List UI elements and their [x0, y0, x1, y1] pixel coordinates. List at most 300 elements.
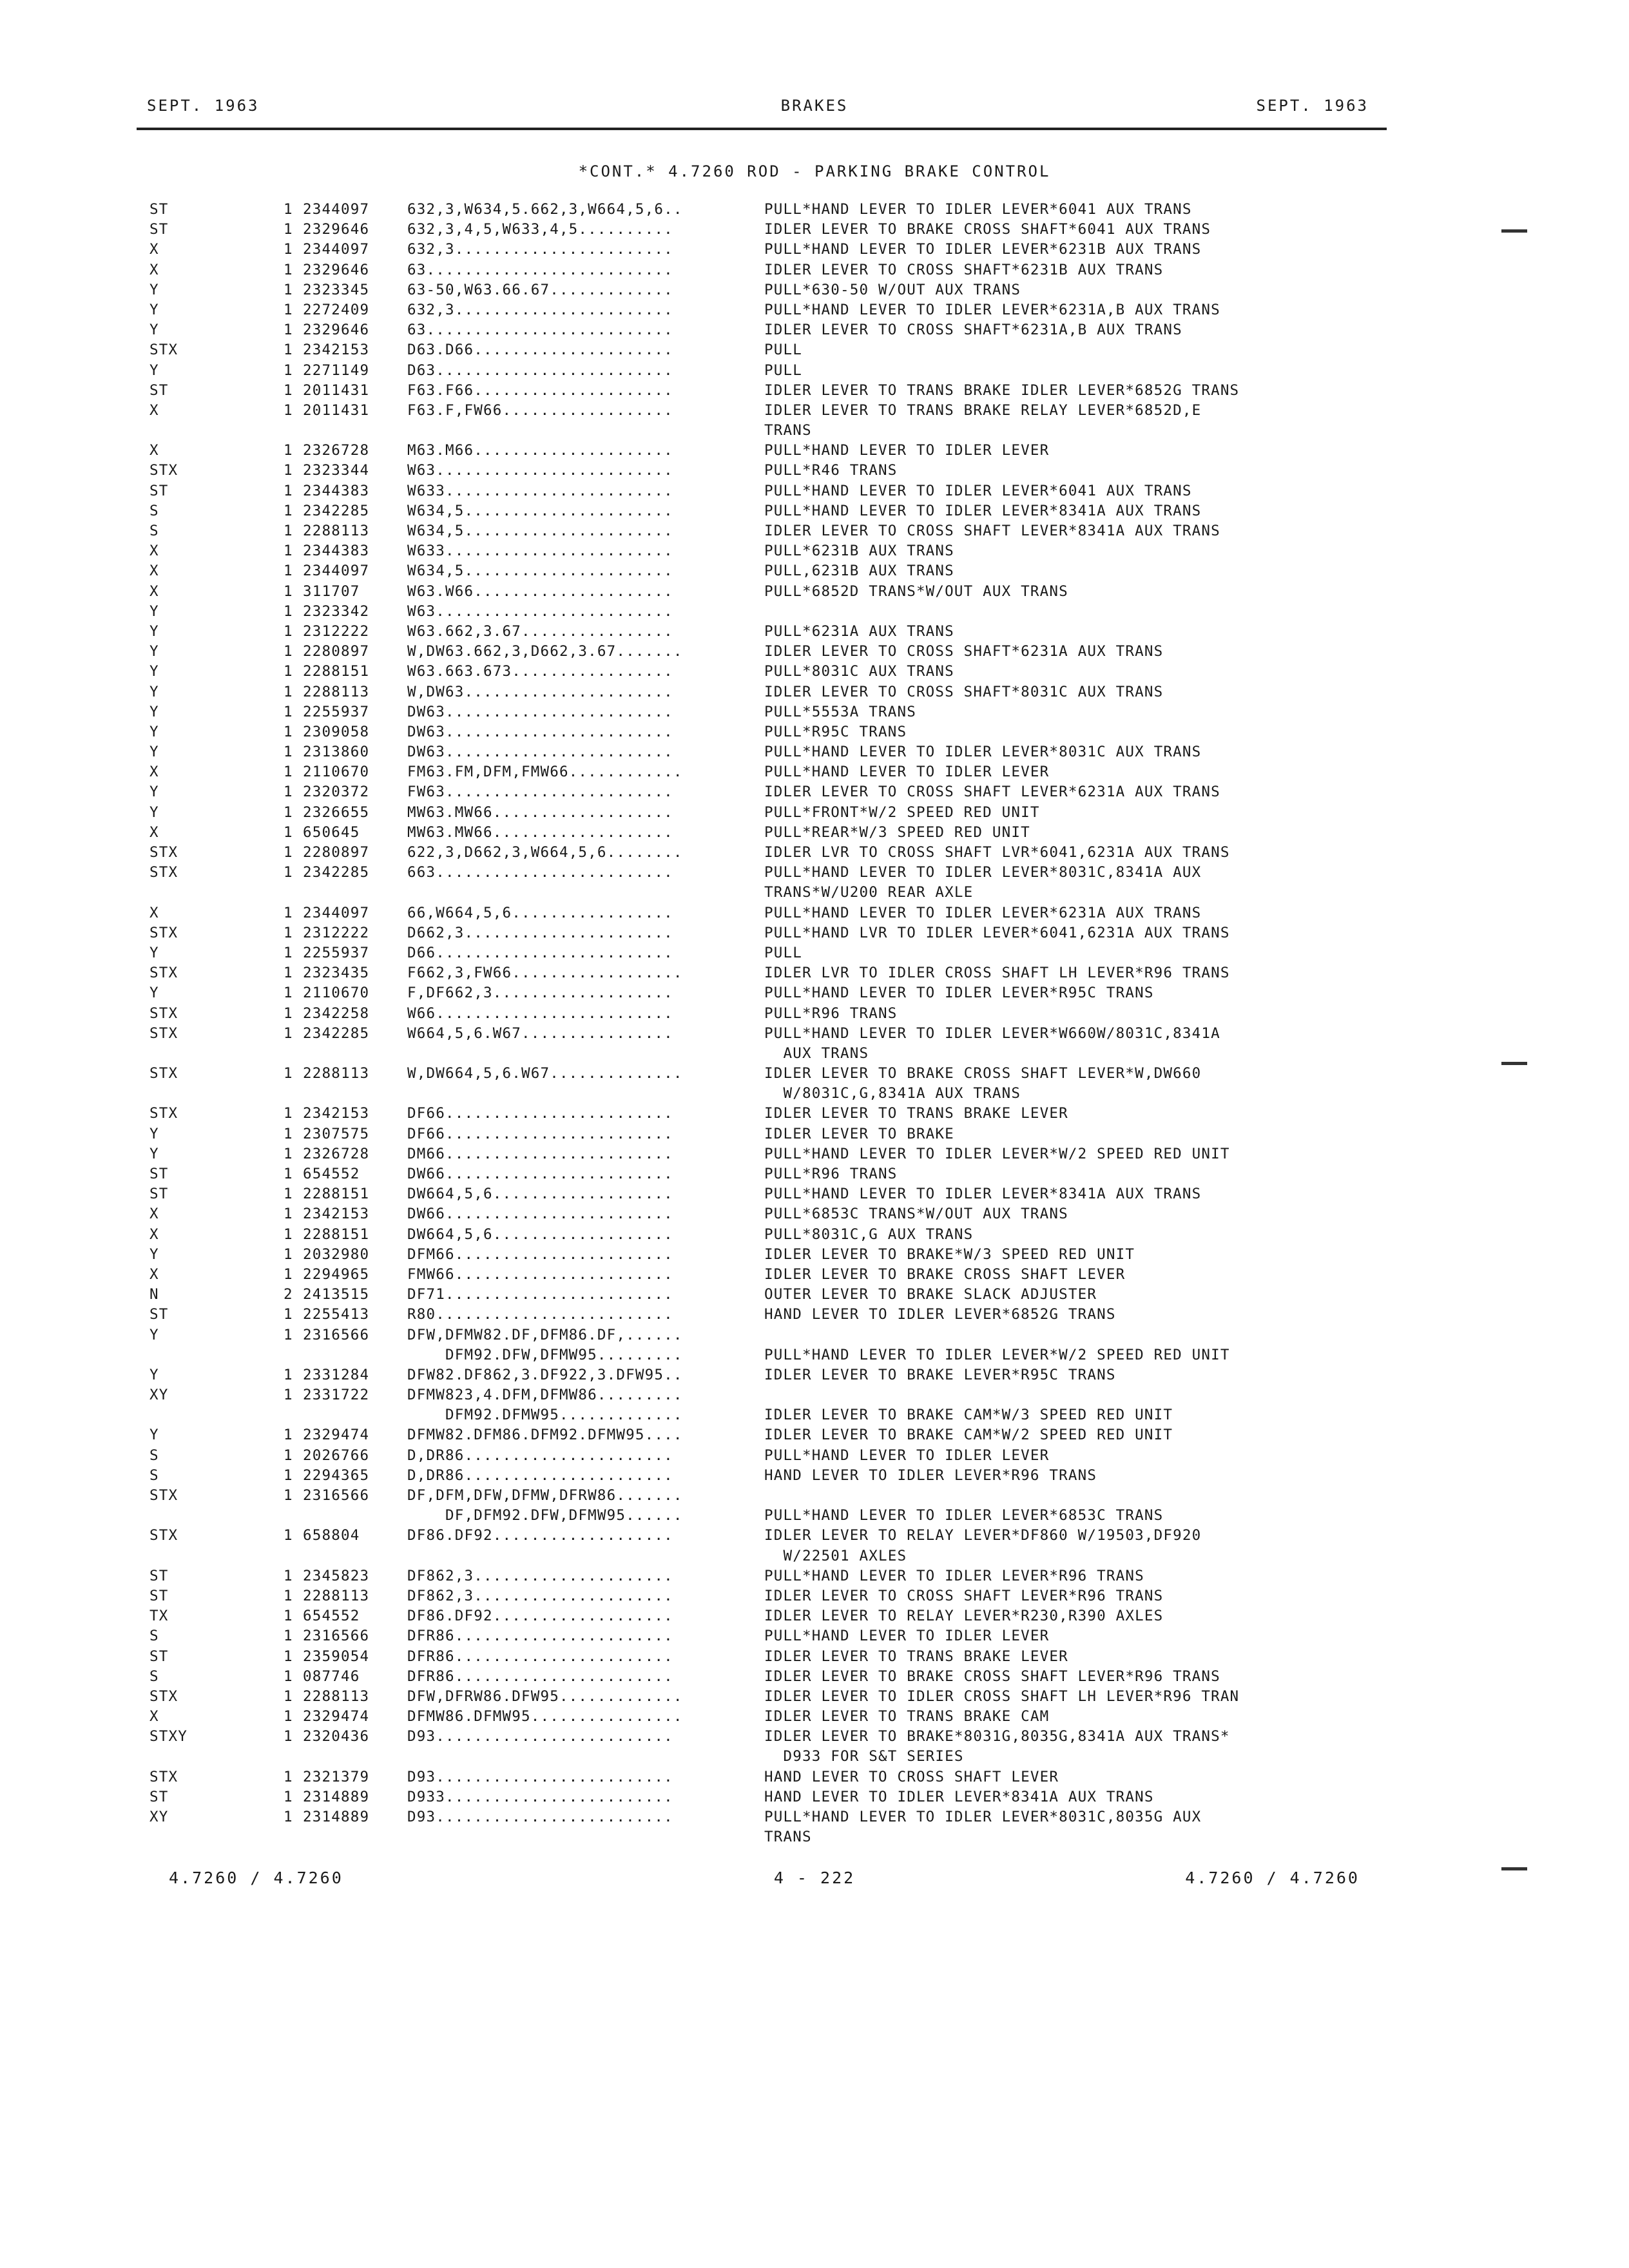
row-qty: 1: [284, 1024, 293, 1042]
table-row: [0, 1427, 1629, 1446]
table-row: [0, 1407, 1629, 1427]
row-description: IDLER LEVER TO CROSS SHAFT*6231A AUX TRANS: [764, 643, 1164, 660]
row-qty: 1: [284, 1065, 293, 1082]
row-part-number: 2288113: [303, 1687, 370, 1705]
row-model: D93.........................: [407, 1809, 673, 1825]
row-model: 632,3,4,5,W633,4,5..........: [407, 221, 673, 238]
header-rule: [137, 128, 1387, 130]
row-model: DFM92.DFW,DFMW95.........: [407, 1346, 683, 1363]
table-row: [0, 603, 1629, 623]
row-description: TRANS: [764, 1829, 812, 1846]
row-qty: 1: [284, 1587, 293, 1604]
row-code: X: [149, 1225, 159, 1243]
row-code: Y: [149, 1427, 159, 1444]
row-description: PULL*HAND LEVER TO IDLER LEVER*8031C,8341A AUX: [764, 864, 1202, 881]
row-code: ST: [149, 1166, 169, 1182]
table-row: [0, 1186, 1629, 1206]
row-qty: 1: [284, 1648, 293, 1665]
row-part-number: 2345823: [303, 1567, 370, 1584]
row-description: HAND LEVER TO IDLER LEVER*6852G TRANS: [764, 1306, 1116, 1323]
row-code: STX: [149, 341, 178, 359]
row-model: F,DF662,3...................: [407, 985, 673, 1002]
row-qty: 1: [284, 944, 293, 961]
row-model: F63.F66.....................: [407, 381, 673, 399]
margin-mark: [1501, 1867, 1527, 1870]
table-row: [0, 442, 1629, 462]
table-row: [0, 1085, 1629, 1105]
row-description: HAND LEVER TO CROSS SHAFT LEVER: [764, 1768, 1059, 1785]
row-qty: 1: [284, 1667, 293, 1685]
row-model: 622,3,D662,3,W664,5,6........: [407, 844, 683, 861]
row-model: DFM92.DFMW95.............: [407, 1407, 683, 1424]
row-model: DW66........................: [407, 1206, 673, 1223]
row-description: IDLER LEVER TO CROSS SHAFT LEVER*8341A AUX TRANS: [764, 523, 1220, 539]
row-code: ST: [149, 221, 169, 238]
row-code: X: [149, 764, 159, 781]
table-row: [0, 1005, 1629, 1025]
table-row: [0, 1367, 1629, 1387]
row-description: PULL*HAND LEVER TO IDLER LEVER*6041 AUX TRANS: [764, 201, 1192, 218]
row-code: S: [149, 523, 159, 539]
row-part-number: 2344097: [303, 904, 370, 921]
footer-ref-left: 4.7260 / 4.7260: [169, 1869, 343, 1887]
row-model: DW664,5,6...................: [407, 1186, 673, 1203]
row-model: FW63........................: [407, 783, 673, 801]
row-model: DW63........................: [407, 744, 673, 761]
row-part-number: 2342153: [303, 341, 370, 359]
row-part-number: 2316566: [303, 1628, 370, 1645]
row-description: PULL*HAND LEVER TO IDLER LEVER*6041 AUX TRANS: [764, 482, 1192, 499]
row-model: DFR86.......................: [407, 1648, 673, 1665]
row-code: Y: [149, 361, 159, 379]
row-description: OUTER LEVER TO BRAKE SLACK ADJUSTER: [764, 1286, 1097, 1303]
row-part-number: 2329646: [303, 322, 370, 339]
row-code: STX: [149, 844, 178, 861]
row-qty: 1: [284, 543, 293, 560]
row-part-number: 2344097: [303, 241, 370, 258]
table-row: [0, 1608, 1629, 1628]
footer-page-number: 4 - 222: [773, 1869, 856, 1887]
row-code: ST: [149, 1648, 169, 1665]
row-description: IDLER LEVER TO BRAKE*8031G,8035G,8341A AUX TRANS*: [764, 1728, 1230, 1745]
row-code: Y: [149, 783, 159, 801]
row-qty: 1: [284, 622, 293, 640]
row-code: X: [149, 543, 159, 560]
row-part-number: 2309058: [303, 723, 370, 740]
row-model: DF862,3.....................: [407, 1567, 673, 1584]
row-model: W63.W66.....................: [407, 582, 673, 600]
row-code: Y: [149, 643, 159, 660]
row-qty: 1: [284, 1788, 293, 1805]
row-model: W634,5......................: [407, 562, 673, 580]
row-part-number: 2314889: [303, 1788, 370, 1805]
row-part-number: 2255937: [303, 703, 370, 720]
row-description: IDLER LEVER TO TRANS BRAKE RELAY LEVER*6852D,E: [764, 401, 1202, 419]
row-qty: 1: [284, 1166, 293, 1182]
row-code: STX: [149, 1487, 178, 1504]
row-part-number: 2011431: [303, 381, 370, 399]
row-description: PULL*HAND LEVER TO IDLER LEVER*6231B AUX TRANS: [764, 241, 1202, 258]
row-model: D933........................: [407, 1788, 673, 1805]
row-qty: 1: [284, 1326, 293, 1343]
row-description: PULL*6852D TRANS*W/OUT AUX TRANS: [764, 582, 1068, 600]
table-row: [0, 221, 1629, 241]
row-description: IDLER LEVER TO TRANS BRAKE IDLER LEVER*6852G TRANS: [764, 381, 1240, 399]
row-qty: 1: [284, 1708, 293, 1725]
row-part-number: 2312222: [303, 622, 370, 640]
row-code: STX: [149, 1004, 178, 1022]
row-code: Y: [149, 281, 159, 298]
row-qty: 1: [284, 1687, 293, 1705]
row-code: Y: [149, 1125, 159, 1142]
row-model: DW66........................: [407, 1166, 673, 1182]
row-qty: 1: [284, 744, 293, 761]
header-date-right: SEPT. 1963: [1256, 97, 1369, 115]
table-row: [0, 1327, 1629, 1347]
table-row: [0, 744, 1629, 764]
row-description: IDLER LVR TO IDLER CROSS SHAFT LH LEVER*R96 TRANS: [764, 965, 1230, 982]
row-qty: 1: [284, 643, 293, 660]
table-row: [0, 382, 1629, 402]
table-row: [0, 1628, 1629, 1648]
table-row: [0, 1527, 1629, 1547]
row-qty: 1: [284, 221, 293, 238]
table-row: [0, 643, 1629, 663]
row-qty: 1: [284, 1446, 293, 1464]
row-part-number: 311707: [303, 582, 360, 600]
row-description: PULL*R46 TRANS: [764, 462, 898, 479]
row-description: IDLER LEVER TO IDLER CROSS SHAFT LH LEVER*R96 TRAN: [764, 1687, 1240, 1705]
row-model: W,DW63.662,3,D662,3.67.......: [407, 643, 683, 660]
row-description: PULL*HAND LVR TO IDLER LEVER*6041,6231A AUX TRANS: [764, 924, 1230, 941]
row-part-number: 2326728: [303, 442, 370, 459]
table-row: [0, 1467, 1629, 1487]
table-row: [0, 824, 1629, 844]
row-part-number: 2331722: [303, 1387, 370, 1404]
row-model: W63.662,3.67................: [407, 622, 673, 640]
row-model: DF66........................: [407, 1125, 673, 1142]
row-description: PULL*HAND LEVER TO IDLER LEVER*W/2 SPEED RED UNIT: [764, 1346, 1230, 1363]
row-model: DFR86.......................: [407, 1628, 673, 1645]
row-description: PULL: [764, 944, 802, 961]
table-row: [0, 804, 1629, 824]
row-qty: 1: [284, 904, 293, 921]
row-part-number: 2320372: [303, 783, 370, 801]
row-code: X: [149, 823, 159, 841]
row-model: 632,3.......................: [407, 301, 673, 318]
row-code: X: [149, 1708, 159, 1725]
row-code: STX: [149, 965, 178, 982]
row-code: ST: [149, 1567, 169, 1584]
row-qty: 1: [284, 1608, 293, 1625]
row-code: Y: [149, 1326, 159, 1343]
row-description: PULL*R96 TRANS: [764, 1004, 898, 1022]
table-row: [0, 1105, 1629, 1125]
row-qty: 1: [284, 261, 293, 278]
row-part-number: 2011431: [303, 401, 370, 419]
row-model: W634,5......................: [407, 502, 673, 519]
row-model: W634,5......................: [407, 523, 673, 539]
row-description: AUX TRANS: [764, 1044, 869, 1062]
table-row: [0, 945, 1629, 965]
row-description: D933 FOR S&T SERIES: [764, 1748, 964, 1765]
row-description: PULL: [764, 361, 802, 379]
row-qty: 1: [284, 381, 293, 399]
row-model: 663.........................: [407, 864, 673, 881]
row-model: R80.........................: [407, 1306, 673, 1323]
row-part-number: 2342285: [303, 1024, 370, 1042]
row-description: IDLER LEVER TO BRAKE CAM*W/2 SPEED RED UNIT: [764, 1427, 1173, 1444]
row-qty: 1: [284, 864, 293, 881]
row-part-number: 2294965: [303, 1265, 370, 1283]
row-code: Y: [149, 744, 159, 761]
row-part-number: 2342153: [303, 1206, 370, 1223]
row-part-number: 2331284: [303, 1366, 370, 1383]
row-qty: 1: [284, 703, 293, 720]
row-qty: 1: [284, 1245, 293, 1263]
row-description: PULL*HAND LEVER TO IDLER LEVER: [764, 442, 1050, 459]
row-code: TX: [149, 1608, 169, 1625]
row-part-number: 2288151: [303, 1186, 370, 1203]
row-code: XY: [149, 1387, 169, 1404]
table-row: [0, 402, 1629, 422]
parts-list: [0, 201, 1629, 1849]
row-model: DFW,DFMW82.DF,DFM86.DF,......: [407, 1326, 683, 1343]
table-row: [0, 1045, 1629, 1065]
row-model: D,DR86......................: [407, 1446, 673, 1464]
row-description: PULL*HAND LEVER TO IDLER LEVER*6231A,B AUX TRANS: [764, 301, 1220, 318]
row-part-number: 2294365: [303, 1466, 370, 1484]
row-model: D662,3......................: [407, 924, 673, 941]
row-description: IDLER LEVER TO BRAKE*W/3 SPEED RED UNIT: [764, 1245, 1135, 1263]
row-qty: 1: [284, 241, 293, 258]
row-code: S: [149, 1667, 159, 1685]
table-row: [0, 884, 1629, 904]
row-code: ST: [149, 1186, 169, 1203]
row-part-number: 2280897: [303, 643, 370, 660]
table-row: [0, 562, 1629, 582]
row-part-number: 2323342: [303, 602, 370, 620]
row-code: X: [149, 1265, 159, 1283]
row-qty: 1: [284, 1105, 293, 1122]
row-part-number: 2323345: [303, 281, 370, 298]
row-part-number: 2323435: [303, 965, 370, 982]
row-qty: 1: [284, 1186, 293, 1203]
row-model: F63.F,FW66..................: [407, 401, 673, 419]
margin-mark: [1501, 229, 1527, 233]
row-qty: 1: [284, 823, 293, 841]
row-description: W/8031C,G,8341A AUX TRANS: [764, 1085, 1021, 1102]
row-part-number: 2329474: [303, 1708, 370, 1725]
row-part-number: 2359054: [303, 1648, 370, 1665]
row-qty: 1: [284, 1206, 293, 1223]
row-model: W,DW664,5,6.W67..............: [407, 1065, 683, 1082]
row-code: STX: [149, 462, 178, 479]
row-part-number: 2255413: [303, 1306, 370, 1323]
row-part-number: 2326728: [303, 1145, 370, 1162]
row-part-number: 2288151: [303, 1225, 370, 1243]
table-row: [0, 1286, 1629, 1306]
row-description: IDLER LEVER TO BRAKE CROSS SHAFT LEVER*W,DW660: [764, 1065, 1202, 1082]
table-row: [0, 1507, 1629, 1527]
table-row: [0, 1347, 1629, 1367]
row-qty: 1: [284, 562, 293, 580]
row-qty: 1: [284, 502, 293, 519]
row-code: Y: [149, 663, 159, 680]
row-qty: 1: [284, 1265, 293, 1283]
row-qty: 1: [284, 341, 293, 359]
row-qty: 1: [284, 1809, 293, 1825]
row-qty: 1: [284, 663, 293, 680]
row-code: Y: [149, 1366, 159, 1383]
table-row: [0, 864, 1629, 884]
table-row: [0, 1025, 1629, 1045]
row-part-number: 2342285: [303, 502, 370, 519]
table-row: [0, 503, 1629, 523]
row-part-number: 2312222: [303, 924, 370, 941]
row-description: W/22501 AXLES: [764, 1547, 907, 1564]
row-description: IDLER LEVER TO BRAKE LEVER*R95C TRANS: [764, 1366, 1116, 1383]
row-model: DFMW86.DFMW95................: [407, 1708, 683, 1725]
row-description: PULL*HAND LEVER TO IDLER LEVER*R96 TRANS: [764, 1567, 1144, 1584]
row-description: PULL*HAND LEVER TO IDLER LEVER*8341A AUX TRANS: [764, 1186, 1202, 1203]
table-row: [0, 1708, 1629, 1728]
row-code: Y: [149, 683, 159, 700]
row-qty: 1: [284, 683, 293, 700]
row-code: ST: [149, 1306, 169, 1323]
row-model: D63.........................: [407, 361, 673, 379]
table-row: [0, 1648, 1629, 1668]
row-description: PULL*HAND LEVER TO IDLER LEVER*6853C TRANS: [764, 1507, 1164, 1524]
row-part-number: 650645: [303, 823, 360, 841]
row-model: 66,W664,5,6.................: [407, 904, 673, 921]
row-code: Y: [149, 622, 159, 640]
row-code: STXY: [149, 1728, 188, 1745]
row-model: DF,DFM,DFW,DFMW,DFRW86.......: [407, 1487, 683, 1504]
row-model: DFW,DFRW86.DFW95.............: [407, 1687, 683, 1705]
row-description: IDLER LEVER TO RELAY LEVER*R230,R390 AXLES: [764, 1608, 1164, 1625]
row-part-number: 2032980: [303, 1245, 370, 1263]
row-model: MW63.MW66...................: [407, 803, 673, 821]
row-model: F662,3,FW66..................: [407, 965, 683, 982]
row-part-number: 2344097: [303, 562, 370, 580]
table-row: [0, 965, 1629, 985]
row-description: PULL*HAND LEVER TO IDLER LEVER*R95C TRANS: [764, 985, 1154, 1002]
row-qty: 1: [284, 301, 293, 318]
row-model: DF,DFM92.DFW,DFMW95......: [407, 1507, 683, 1524]
row-code: S: [149, 1446, 159, 1464]
table-row: [0, 543, 1629, 562]
row-qty: 1: [284, 361, 293, 379]
row-model: MW63.MW66...................: [407, 823, 673, 841]
row-model: W63.........................: [407, 602, 673, 620]
row-qty: 1: [284, 1004, 293, 1022]
row-part-number: 2288113: [303, 1065, 370, 1082]
row-model: FM63.FM,DFM,FMW66............: [407, 764, 683, 781]
row-code: STX: [149, 1527, 178, 1544]
row-part-number: 2329646: [303, 221, 370, 238]
row-code: Y: [149, 1245, 159, 1263]
row-description: PULL*HAND LEVER TO IDLER LEVER: [764, 1446, 1050, 1464]
row-model: DF86.DF92...................: [407, 1527, 673, 1544]
row-code: Y: [149, 985, 159, 1002]
row-code: S: [149, 1628, 159, 1645]
table-row: [0, 341, 1629, 361]
row-code: Y: [149, 602, 159, 620]
row-description: TRANS: [764, 422, 812, 439]
row-description: PULL*HAND LEVER TO IDLER LEVER*8341A AUX TRANS: [764, 502, 1202, 519]
row-model: W,DW63......................: [407, 683, 673, 700]
row-model: DFW82.DF862,3.DF922,3.DFW95..: [407, 1366, 683, 1383]
row-model: DF66........................: [407, 1105, 673, 1122]
row-code: Y: [149, 703, 159, 720]
row-code: STX: [149, 1024, 178, 1042]
table-row: [0, 1728, 1629, 1748]
row-code: S: [149, 502, 159, 519]
table-row: [0, 1246, 1629, 1266]
row-qty: 1: [284, 965, 293, 982]
table-row: [0, 1146, 1629, 1166]
row-code: STX: [149, 864, 178, 881]
row-code: ST: [149, 201, 169, 218]
row-model: DM66........................: [407, 1145, 673, 1162]
row-description: HAND LEVER TO IDLER LEVER*R96 TRANS: [764, 1466, 1097, 1484]
row-model: DW63........................: [407, 723, 673, 740]
row-qty: 1: [284, 281, 293, 298]
row-description: IDLER LEVER TO CROSS SHAFT*8031C AUX TRANS: [764, 683, 1164, 700]
row-description: PULL*HAND LEVER TO IDLER LEVER*W/2 SPEED RED UNIT: [764, 1145, 1230, 1162]
row-model: D93.........................: [407, 1768, 673, 1785]
table-row: [0, 241, 1629, 261]
table-row: [0, 1166, 1629, 1186]
row-qty: 1: [284, 602, 293, 620]
table-row: [0, 422, 1629, 442]
row-description: PULL*REAR*W/3 SPEED RED UNIT: [764, 823, 1030, 841]
table-row: [0, 1829, 1629, 1849]
row-part-number: 2329474: [303, 1427, 370, 1444]
row-qty: 1: [284, 1628, 293, 1645]
row-qty: 1: [284, 462, 293, 479]
row-qty: 1: [284, 401, 293, 419]
row-model: W63.........................: [407, 462, 673, 479]
row-model: DF71........................: [407, 1286, 673, 1303]
row-model: W66.........................: [407, 1004, 673, 1022]
row-model: FMW66.......................: [407, 1265, 673, 1283]
row-qty: 1: [284, 783, 293, 801]
row-part-number: 2342285: [303, 864, 370, 881]
row-qty: 1: [284, 1125, 293, 1142]
row-part-number: 2026766: [303, 1446, 370, 1464]
row-description: PULL*R96 TRANS: [764, 1166, 898, 1182]
row-part-number: 2280897: [303, 844, 370, 861]
row-model: W63.663.673.................: [407, 663, 673, 680]
table-row: [0, 302, 1629, 322]
header-section-title: BRAKES: [780, 97, 849, 115]
row-part-number: 2316566: [303, 1487, 370, 1504]
row-qty: 1: [284, 1225, 293, 1243]
table-row: [0, 462, 1629, 482]
table-row: [0, 783, 1629, 803]
row-qty: 1: [284, 764, 293, 781]
table-row: [0, 724, 1629, 744]
row-qty: 1: [284, 1567, 293, 1584]
table-row: [0, 925, 1629, 945]
table-row: [0, 362, 1629, 382]
row-qty: 1: [284, 442, 293, 459]
row-part-number: 2320436: [303, 1728, 370, 1745]
row-model: 63..........................: [407, 322, 673, 339]
table-row: [0, 1126, 1629, 1146]
